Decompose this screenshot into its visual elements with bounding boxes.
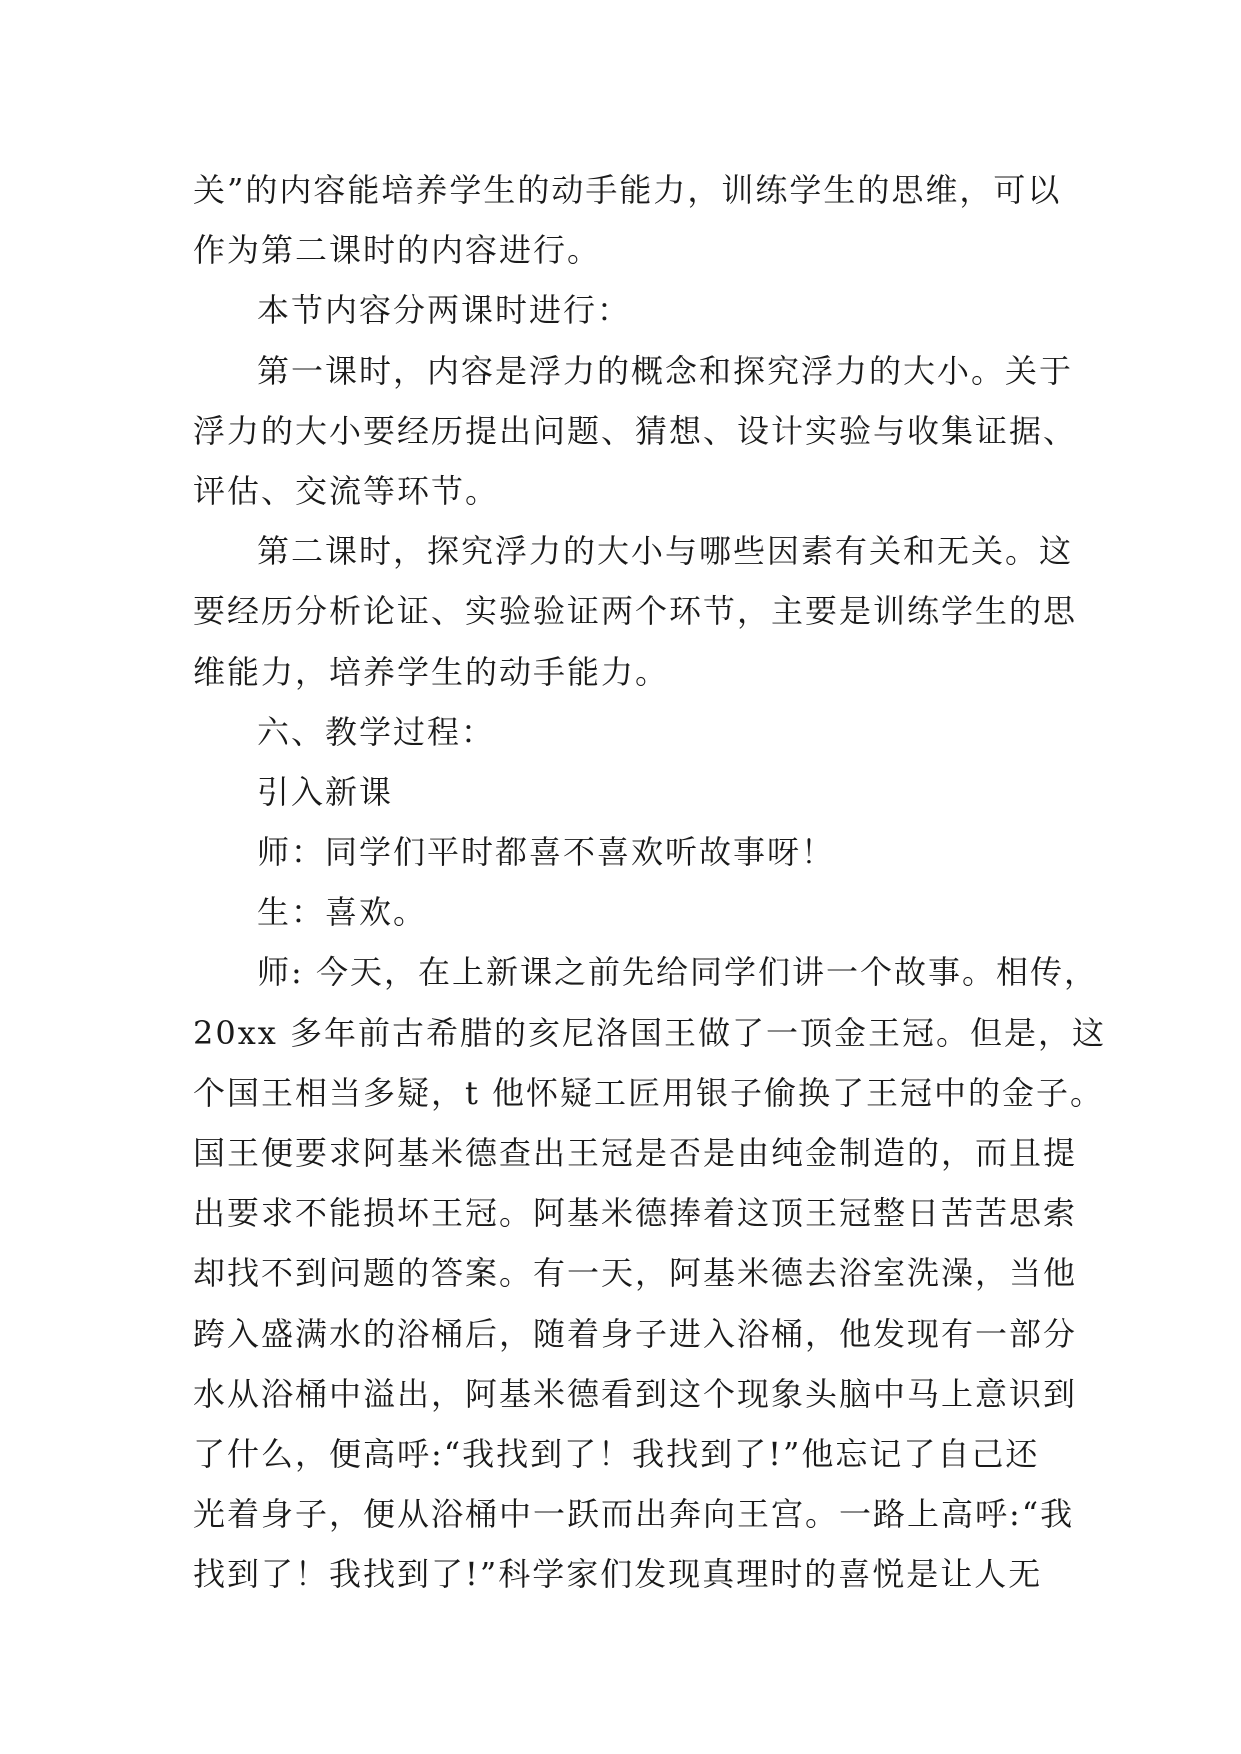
text-line: 关”的内容能培养学生的动手能力，训练学生的思维，可以 [193,171,1062,209]
text-line: 出要求不能损坏王冠。阿基米德捧着这顶王冠整日苦苦思索 [193,1194,1078,1233]
text-line: 第二课时，探究浮力的大小与哪些因素有关和无关。这 [257,532,1074,571]
text-line: 个国王相当多疑，t 他怀疑工匠用银子偷换了王冠中的金子。 [193,1073,1105,1112]
text-line: 光着身子，便从浴桶中一跃而出奔向王宫。一路上高呼:“我 [193,1495,1075,1534]
text-line: 水从浴桶中溢出，阿基米德看到这个现象头脑中马上意识到 [193,1374,1078,1413]
dialogue-line: 生：喜欢。 [257,893,428,932]
text-line: 了什么，便高呼:“我找到了！我找到了!”他忘记了自己还 [193,1434,1040,1473]
document-body [193,160,1106,1605]
text-line: 作为第二课时的内容进行。 [193,231,602,270]
text-line: 第一课时，内容是浮力的概念和探究浮力的大小。关于 [257,351,1074,390]
dialogue-line: 师：同学们平时都喜不喜欢听故事呀！ [257,833,836,872]
dialogue-line: 师: 今天，在上新课之前先给同学们讲一个故事。相传， [257,953,1098,992]
text-line: 20xx 多年前古希腊的亥尼洛国王做了一顶金王冠。但是，这 [193,1013,1106,1052]
text-line: 本节内容分两课时进行： [257,291,632,330]
text-line: 却找不到问题的答案。有一天，阿基米德去浴室洗澡，当他 [193,1254,1078,1293]
text-line: 要经历分析论证、实验验证两个环节，主要是训练学生的思 [193,592,1078,631]
text-line: 浮力的大小要经历提出问题、猜想、设计实验与收集证据、 [193,411,1078,450]
text-line: 评估、交流等环节。 [193,471,500,510]
text-line: 跨入盛满水的浴桶后，随着身子进入浴桶，他发现有一部分 [193,1314,1078,1353]
text-line: 维能力，培养学生的动手能力。 [193,652,670,691]
section-heading: 六、教学过程： [257,712,496,751]
text-line: 国王便要求阿基米德查出王冠是否是由纯金制造的，而且提 [193,1134,1078,1172]
text-line: 找到了！我找到了!”科学家们发现真理时的喜悦是让人无 [193,1555,1043,1594]
subsection-heading: 引入新课 [257,772,394,811]
